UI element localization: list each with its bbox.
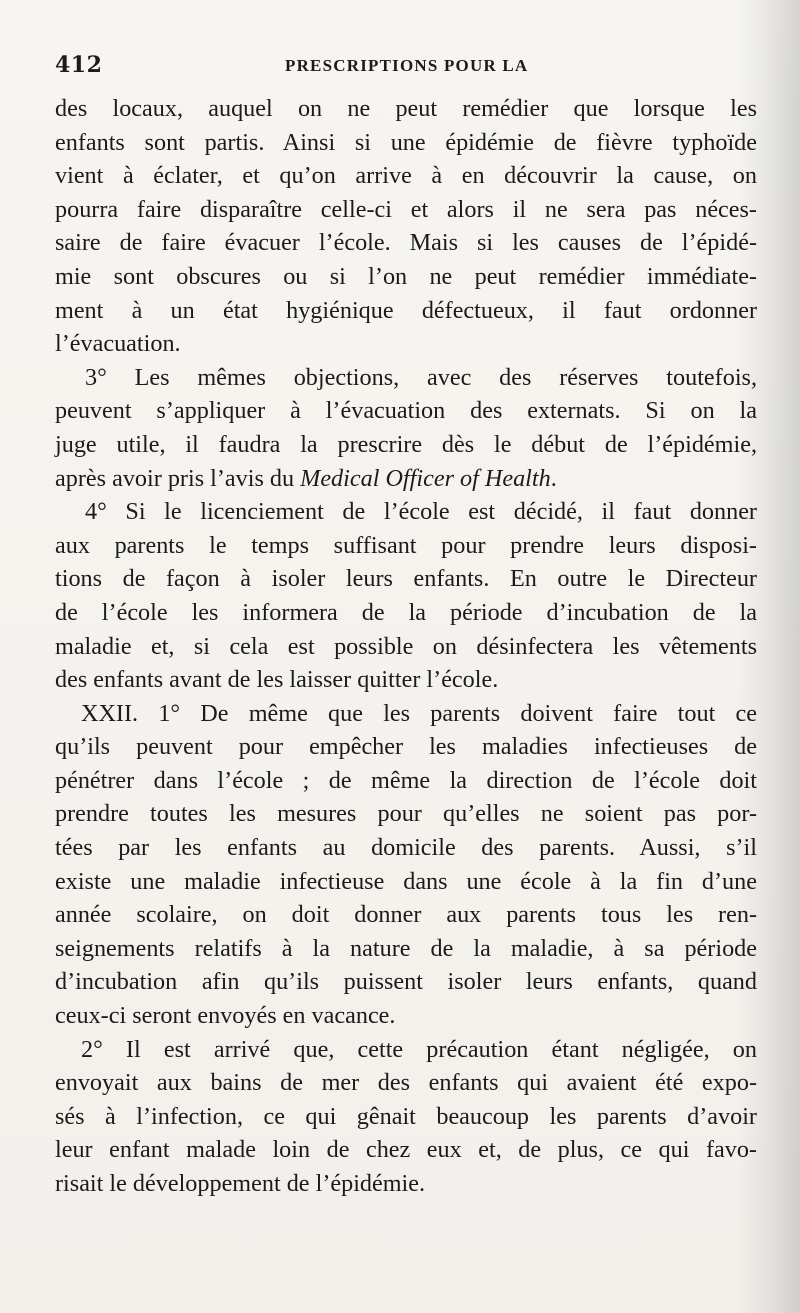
text-line: ment à un état hygiénique défectueux, il faut ordonner — [55, 296, 757, 324]
text-line: des enfants avant de les laisser quitter l’école. — [55, 666, 499, 694]
text-line: l’évacuation. — [55, 330, 181, 358]
text-line: de l’école les informera de la période d’incubation de la — [55, 598, 757, 626]
text-line: envoyait aux bains de mer des enfants qui avaient été expo- — [55, 1069, 757, 1097]
text-line: saire de faire évacuer l’école. Mais si les causes de l’épidé- — [55, 229, 757, 257]
text-line: année scolaire, on doit donner aux parents tous les ren- — [55, 901, 757, 929]
text-line: maladie et, si cela est possible on désinfectera les vêtements — [55, 632, 757, 660]
paragraph-xxii — [55, 697, 757, 1033]
text-line: XXII. 1° De même que les parents doivent faire tout ce — [81, 699, 757, 727]
text-line: d’incubation afin qu’ils puissent isoler leurs enfants, quand — [55, 968, 757, 996]
page-header — [55, 52, 765, 86]
text-line: vient à éclater, et qu’on arrive à en découvrir la cause, on — [55, 162, 757, 190]
text-line: peuvent s’appliquer à l’évacuation des externats. Si on la — [55, 397, 757, 425]
text-line: qu’ils peuvent pour empêcher les maladies infectieuses de — [55, 733, 757, 761]
paragraph-bains-de-mer — [55, 1033, 757, 1201]
paragraph-licenciement — [55, 495, 757, 697]
text-line: aux parents le temps suffisant pour prendre leurs disposi- — [55, 531, 757, 559]
text-line: leur enfant malade loin de chez eux et, de plus, ce qui favo- — [55, 1136, 757, 1164]
text-line: sés à l’infection, ce qui gênait beaucoup les parents d’avoir — [55, 1102, 757, 1130]
text-line: 3° Les mêmes objections, avec des réserves toutefois, — [85, 363, 757, 391]
text-line: tées par les enfants au domicile des parents. Aussi, s’il — [55, 834, 757, 862]
text-line: pourra faire disparaître celle-ci et alors il ne sera pas néces- — [55, 195, 757, 223]
paragraph-evacuation — [55, 92, 757, 361]
text-line: 4° Si le licenciement de l’école est décidé, il faut donner — [85, 498, 757, 526]
running-head: PRESCRIPTIONS POUR LA — [285, 56, 529, 75]
text-line: seignements relatifs à la nature de la maladie, à sa période — [55, 934, 757, 962]
text-line: des locaux, auquel on ne peut remédier que lorsque les — [55, 95, 757, 122]
text-line: juge utile, il faudra la prescrire dès le début de l’épidémie, — [55, 430, 757, 458]
text-line: tions de façon à isoler leurs enfants. En outre le Directeur — [55, 565, 757, 593]
text-fragment: après avoir pris l’avis du — [55, 464, 301, 492]
text-line: mie sont obscures ou si l’on ne peut remédier immédiate- — [55, 262, 757, 290]
italic-title: Medical Officer of Health — [300, 464, 551, 492]
text-line — [55, 462, 757, 496]
body-text — [55, 92, 757, 1201]
paragraph-externats — [55, 361, 757, 495]
text-line: pénétrer dans l’école ; de même la direction de l’école doit — [55, 766, 757, 794]
text-fragment: . — [550, 464, 557, 492]
text-line: 2° Il est arrivé que, cette précaution étant négligée, on — [81, 1035, 757, 1063]
text-line: enfants sont partis. Ainsi si une épidémie de fièvre typhoïde — [55, 128, 757, 156]
text-line: ceux-ci seront envoyés en vacance. — [55, 1002, 396, 1030]
text-line: existe une maladie infectieuse dans une école à la fin d’une — [55, 867, 757, 895]
page-number: 412 — [55, 52, 103, 78]
text-line: prendre toutes les mesures pour qu’elles ne soient pas por- — [55, 800, 757, 828]
text-line: risait le développement de l’épidémie. — [55, 1170, 426, 1197]
